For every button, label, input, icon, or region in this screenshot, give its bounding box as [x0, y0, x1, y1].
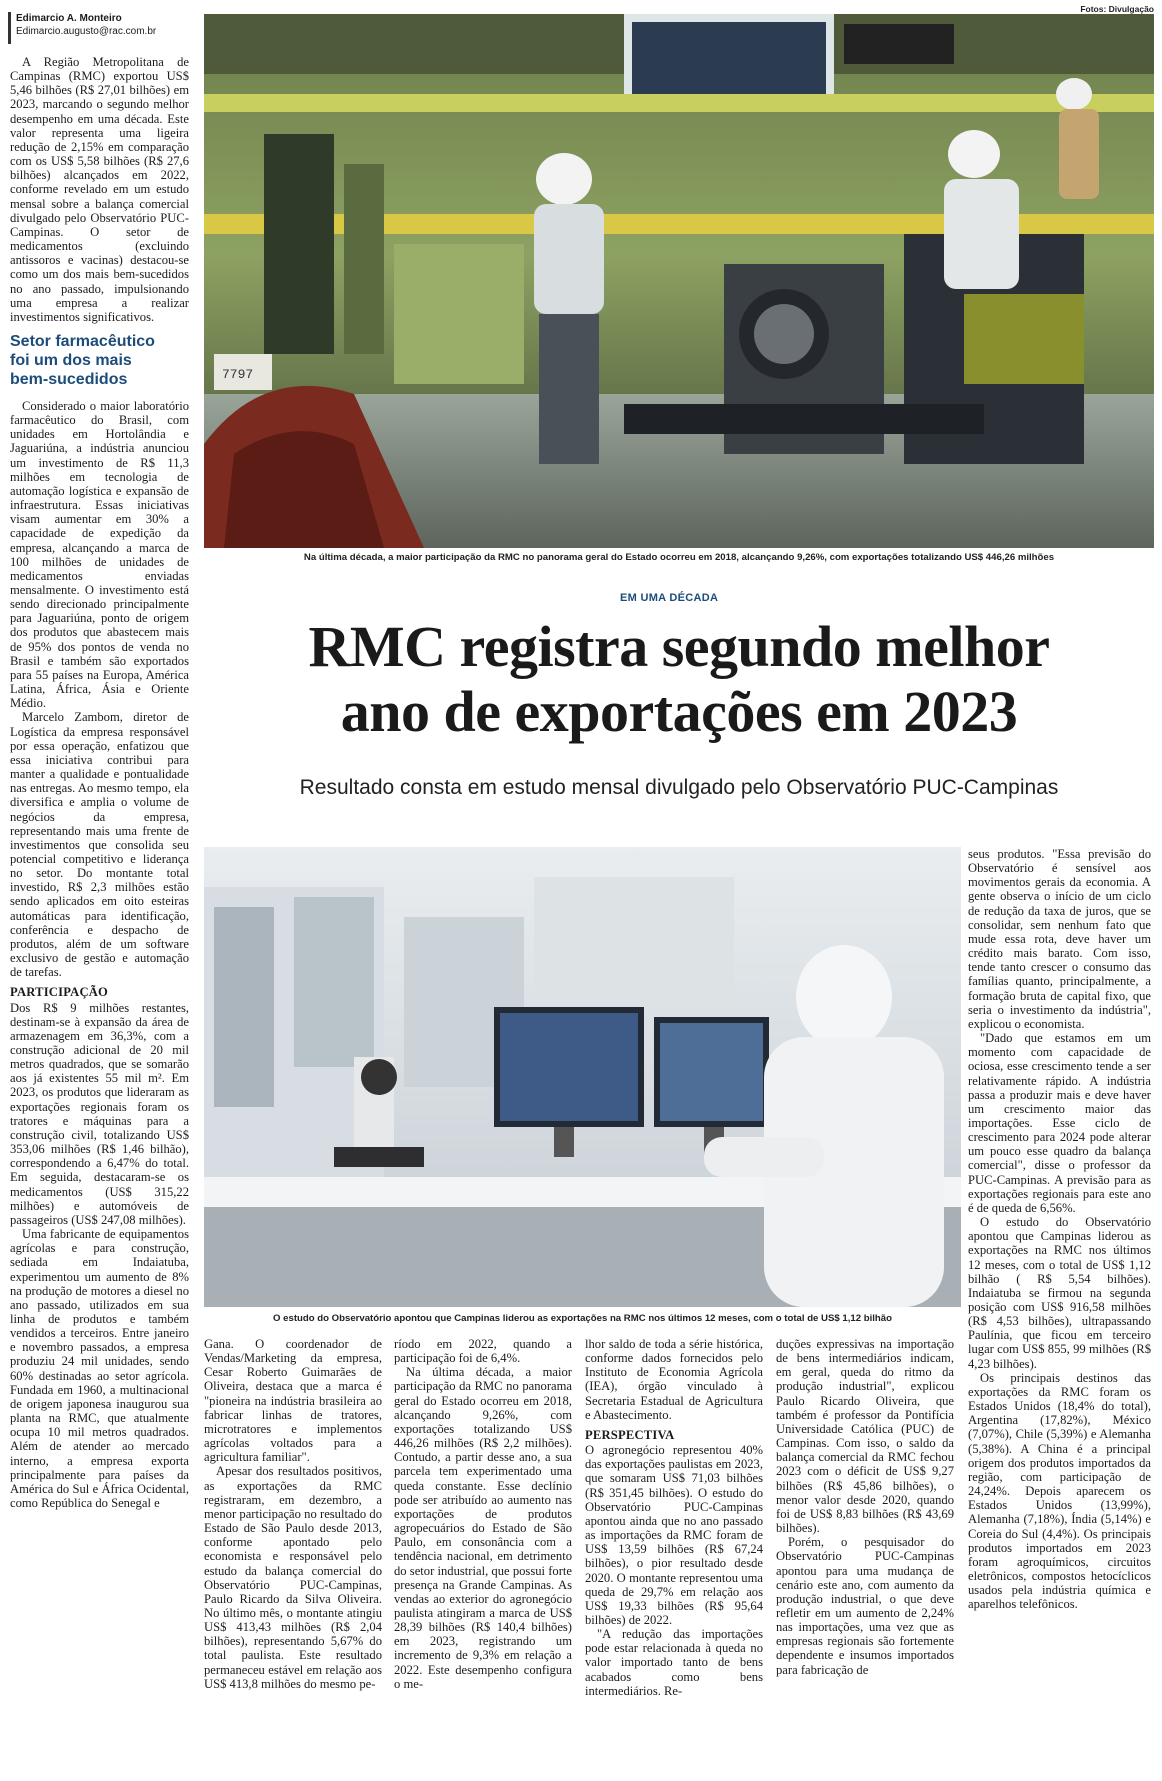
col1-paragraph: Considerado o maior laboratório farmacêutico do Brasil, com unidades em Hortolândia e Jaguariúna, a indústria anunciou um investimento de R$ 11,3 milhões em tecnologia de automação logística e expansão de infraestrutura. Essas iniciativas visam aumentar em 30% a capacidade de expedição da empresa, alcançando a marca de 100 milhões de unidades de medicamentos enviadas mensalmente. O investimento está sendo direcionado principalmente para Jaguariúna, ponto de origem dos produtos que abastecem mais de 95% dos pontos de venda no Brasil e também são exportados para 55 países na Europa, América Latina, África, Ásia e Oriente Médio. — [10, 398, 189, 711]
column-6 — [968, 847, 1151, 1777]
col2-paragraph: Apesar dos resultados positivos, as exportações da RMC registraram, em dezembro, a menor participação no resultado do Estado de São Paulo desde 2013, conforme apontado pelo economista e responsável pelo estudo da balança comercial do Observatório PUC-Campinas, Paulo Ricardo da Silva Oliveira. No último mês, o montante atingiu US$ 413,43 milhões (R$ 2,04 bilhões), representando 5,67% do total paulista. Este resultado permaneceu estável em relação aos US$ 413,8 milhões do mesmo pe- — [204, 1464, 382, 1691]
col6-paragraph: O estudo do Observatório apontou que Campinas liderou as exportações na RMC nos últimos 12 meses, com o total de US$ 1,12 bilhão ( R$ 5,54 bilhões). Indaiatuba se firmou na segunda posição com US$ 916,58 milhões (R$ 4,53 bilhões), ultrapassando Paulínia, que ficou em terceiro lugar com US$ 855, 99 milhões (R$ 4,23 bilhões). — [968, 1215, 1151, 1371]
factory-photo — [204, 14, 1154, 548]
col1-paragraph: Marcelo Zambom, diretor de Logística da empresa responsável por essa operação, enfatizou que essa iniciativa contribui para manter a qualidade e pontualidade nas entregas. Ao mesmo tempo, ela diversifica e amplia o volume de negócios da empresa, representando mais uma frente de investimentos que consolida seu potencial competitivo e liderança no setor. Do montante total investido, R$ 2,3 milhões estão sendo aplicados em oito esteiras automáticas para identificação, conferência e despacho de produtos, além de um software exclusivo de gestão e automação de tarefas. — [10, 710, 189, 980]
col1-subhead: PARTICIPAÇÃO — [10, 985, 109, 1000]
col5-paragraph: duções expressivas na importação de bens intermediários indicam, em geral, queda do ritmo da produção industrial", explicou Paulo Ricardo Oliveira, que também é professor da Pontifícia Universidade Católica (PUC) de Campinas. Com isso, o saldo da balança comercial da RMC fechou 2023 com o déficit de US$ 9,27 bilhões (R$ 45,86 bilhões), o menor valor desde 2020, quando foi de US$ 8,83 bilhões (R$ 43,69 bilhões). — [776, 1337, 954, 1536]
col1-paragraph: Uma fabricante de equipamentos agrícolas e para construção, sediada em Indaiatuba, experimentou um aumento de 8% na produção de motores a diesel no ano passado, utilizados em sua linha de produtos e também vendidos a terceiros. Entre janeiro e novembro passados, a empresa produziu 24 mil unidades, sendo 60% destinadas ao setor agrícola. Fundada em 1960, a multinacional de origem japonesa inaugurou sua planta na RMC, que atualmente ocupa 10 mil metros quadrados. Além de atender ao mercado interno, a empresa exporta principalmente para países da América do Sul e África Ocidental, como República do Senegal e — [10, 1227, 189, 1510]
col1-paragraph: Dos R$ 9 milhões restantes, destinam-se à expansão da área de armazenagem em 36,3%, com a construção adicional de 20 mil metros quadrados, que se somarão aos já existentes 55 mil m². Em 2023, os produtos que lideraram as exportações regionais foram os tratores e máquinas para a construção civil, totalizando US$ 353,06 milhões (R$ 1,46 bilhão), correspondendo a 6,47% do total. Em seguida, destacaram-se os medicamentos (US$ 315,22 milhões) e automóveis de passageiros (US$ 247,08 milhões). — [10, 1000, 189, 1227]
deck: Resultado consta em estudo mensal divulgado pelo Observatório PUC-Campinas — [299, 776, 1059, 799]
headline — [204, 614, 1154, 744]
col4-paragraph: lhor saldo de toda a série histórica, conforme dados fornecidos pelo Instituto de Economia Agrícola (IEA), órgão vinculado à Secretaria Estadual de Agricultura e Abastecimento. — [585, 1337, 763, 1422]
middle-photo-caption: O estudo do Observatório apontou que Campinas liderou as exportações na RMC nos últimos 12 meses, com o total de US$ 1,12 bilhão — [273, 1313, 892, 1324]
lab-photo — [204, 847, 961, 1307]
headline-line-1: RMC registra segundo melhor — [308, 614, 1050, 679]
byline-email: Edimarcio.augusto@rac.com.br — [16, 26, 157, 37]
col4-paragraph: O agronegócio representou 40% das exportações paulistas em 2023, que somaram US$ 71,03 bilhões (R$ 351,45 bilhões). O estudo do Observatório PUC-Campinas apontou ainda que no ano passado as importações da RMC foram de US$ 13,59 bilhões (R$ 67,24 bilhões), o pior resultado desde 2020. O montante representou uma queda de 29,7% em relação aos US$ 19,33 bilhões (R$ 95,64 bilhões) de 2022. — [585, 1443, 763, 1627]
col6-paragraph: Os principais destinos das exportações da RMC foram os Estados Unidos (18,4% do total), Argentina (17,82%), México (7,07%), Chile (5,39%) e Alemanha (5,38%). A China é a principal origem dos produtos importados da região, com participação de 24,24%. Depois aparecem os Estados Unidos (13,99%), Alemanha (7,18%), Índia (5,14%) e Coreia do Sul (4,4%). Os principais produtos importados em 2023 foram agroquímicos, circuitos eletrônicos, compostos hetocíclicos usados pela indústria química e aparelhos telefônicos. — [968, 1370, 1151, 1612]
column-2 — [204, 1337, 382, 1777]
photo-credit: Fotos: Divulgação — [1080, 4, 1154, 14]
col4-subhead: PERSPECTIVA — [585, 1427, 675, 1442]
col5-paragraph: Porém, o pesquisador do Observatório PUC-Campinas apontou para uma mudança de cenário este ano, com aumento da produção industrial, o que deve refletir em um aumento de 2,24% nas importações, uma vez que as empresas regionais são fortemente dependente e insumos importados para fabricação de — [776, 1535, 954, 1677]
col3-paragraph: Na última década, a maior participação da RMC no panorama geral do Estado ocorreu em 2018, alcançando 9,26%, com exportações totalizando US$ 446,26 milhões (R$ 2,2 milhões). Contudo, a partir desse ano, a sua parcela tem experimentado uma queda constante. Esse declínio pode ser atribuído ao aumento nas exportações de produtos agropecuários do Estado de São Paulo, em consonância com a tendência nacional, em detrimento do setor industrial, que possui forte presença na Grande Campinas. As vendas ao exterior do agronegócio paulista atingiram a marca de US$ 28,39 bilhões (R$ 140,4 bilhões) em 2023, registrando um incremento de 9,3% em relação a 2022. Este desempenho configura o me- — [394, 1365, 572, 1691]
column-1 — [10, 55, 189, 1777]
top-photo-caption: Na última década, a maior participação da RMC no panorama geral do Estado ocorreu em 2018, alcançando 9,26%, com exportações totalizando US$ 446,26 milhões — [303, 552, 1055, 563]
col6-paragraph: seus produtos. "Essa previsão do Observatório é sensível aos movimentos gerais da economia. A gente observa o início de um ciclo de redução da taxa de juros, que se consolidar, sem nenhum fato que mude essa rota, deve haver um crédito mais barato. Com isso, tende tanto crescer o consumo das famílias quanto, principalmente, a formação bruta de capital fixo, que seria o investimento da indústria", explicou o economista. — [968, 847, 1151, 1031]
sign-label: 7797 — [222, 367, 254, 382]
column-4 — [585, 1337, 763, 1777]
kicker: EM UMA DÉCADA — [620, 592, 719, 604]
byline-name: Edimarcio A. Monteiro — [16, 13, 122, 24]
column-3 — [394, 1337, 572, 1777]
col2-paragraph: Gana. O coordenador de Vendas/Marketing da empresa, Cesar Roberto Guimarães de Oliveira, destaca que a marca é "pioneira na indústria brasileira ao fabricar linhas de tratores, microtratores e implementos agrícolas voltados para a agricultura familiar". — [204, 1337, 382, 1465]
sidebar-heading: Setor farmacêutico foi um dos mais bem-sucedidos — [10, 332, 155, 388]
col6-paragraph: "Dado que estamos em um momento com capacidade de ociosa, esse crescimento tende a ser relativamente rápido. A indústria passa a produzir mais e deve haver um crescimento maior das importações. Esse ciclo de crescimento para 2024 pode alterar um pouco esse quadro da balança comercial", disse o professor da PUC-Campinas. A previsão para as exportações regionais para este ano é de queda de 6,56%. — [968, 1031, 1151, 1215]
column-5 — [776, 1337, 954, 1777]
col4-paragraph: "A redução das importações pode estar relacionada à queda no valor importado tanto de bens acabados como bens intermediários. Re- — [585, 1627, 763, 1698]
col1-paragraph: A Região Metropolitana de Campinas (RMC) exportou US$ 5,46 bilhões (R$ 27,01 bilhões) em 2023, marcando o segundo melhor desempenho em uma década. Este valor representa uma ligeira redução de 2,15% em comparação com os US$ 5,58 bilhões (R$ 27,6 bilhões) alcançados em 2022, conforme revelado em um estudo mensal sobre a balança comercial divulgado pelo Observatório PUC-Campinas. O setor de medicamentos (excluindo antissoros e vacinas) destacou-se como um dos mais bem-sucedidos no ano passado, impulsionando uma empresa a realizar investimentos significativos. — [10, 55, 189, 324]
byline — [8, 12, 206, 44]
headline-line-2: ano de exportações em 2023 — [340, 679, 1018, 744]
col3-paragraph: ríodo em 2022, quando a participação foi de 6,4%. — [394, 1337, 572, 1366]
